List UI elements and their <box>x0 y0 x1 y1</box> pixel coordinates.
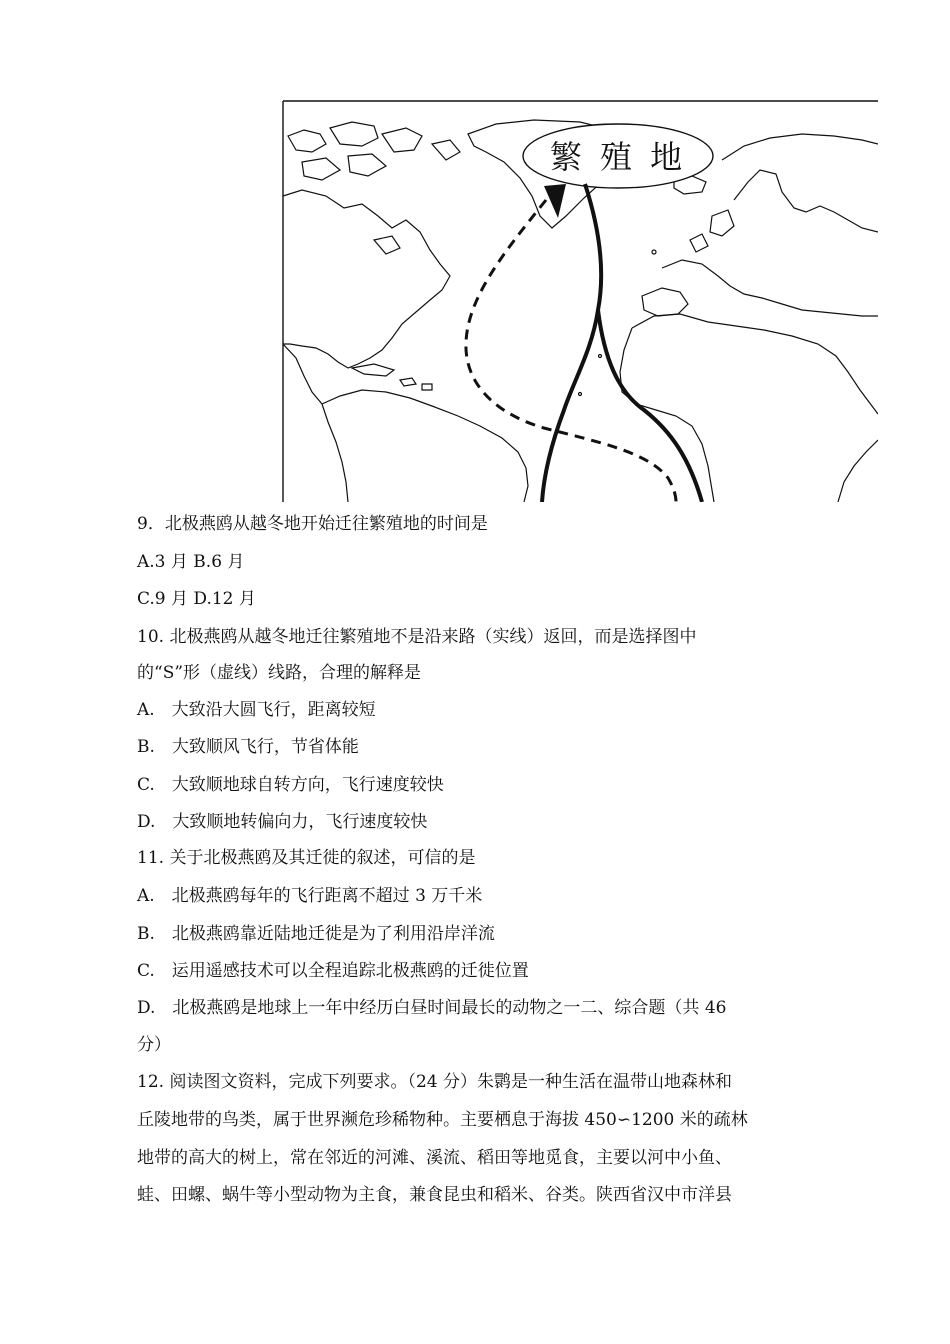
north-america-coastline <box>283 190 450 368</box>
question-10-option-d: D. 大致顺地转偏向力，飞行速度较快 <box>137 812 428 832</box>
question-12-stem: 12. 阅读图文资料，完成下列要求。（24 分）朱鹮是一种生活在温带山地森林和 <box>137 1072 732 1092</box>
question-10-option-c: C. 大致顺地球自转方向，飞行速度较快 <box>137 775 444 795</box>
question-10-option-a: A. 大致沿大圆飞行，距离较短 <box>137 700 376 720</box>
solid-route-line-branch <box>598 310 702 502</box>
question-11-option-a: A. 北极燕鸥每年的飞行距离不超过 3 万千米 <box>137 886 483 906</box>
caribbean-coastline <box>352 364 394 376</box>
question-9-options-ab: A.3 月 B.6 月 <box>137 552 245 572</box>
question-12-text-line-2: 丘陵地带的鸟类，属于世界濒危珍稀物种。主要栖息于海拔 450∽1200 米的疏林 <box>137 1110 748 1130</box>
question-9-stem: 9．北极燕鸥从越冬地开始迁往繁殖地的时间是 <box>137 514 488 534</box>
question-11-option-d: D. 北极燕鸥是地球上一年中经历白昼时间最长的动物之一二、综合题（共 46 <box>137 998 727 1018</box>
question-10-stem: 10. 北极燕鸥从越冬地迁往繁殖地不是沿来路（实线）返回，而是选择图中 <box>137 627 697 647</box>
breeding-ground-label: 繁 殖 地 <box>549 138 687 176</box>
migration-map <box>282 100 878 502</box>
arctic-islands-coastline <box>288 130 326 152</box>
dashed-route-line <box>466 200 676 502</box>
question-10-stem-cont: 的“S”形（虚线）线路，合理的解释是 <box>137 663 422 683</box>
solid-route-line <box>542 184 601 502</box>
question-12-text-line-3: 地带的高大的树上，常在邻近的河滩、溪流、稻田等地觅食，主要以河中小鱼、 <box>137 1148 732 1168</box>
question-11-stem: 11. 关于北极燕鸥及其迁徙的叙述，可信的是 <box>137 848 476 868</box>
question-10-option-b: B. 大致顺风飞行，节省体能 <box>137 737 359 757</box>
europe-coastline <box>722 134 878 160</box>
arrowhead-icon <box>544 184 566 218</box>
question-12-text-line-4: 蛙、田螺、蜗牛等小型动物为主食，兼食昆虫和稻米、谷类。陕西省汉中市洋县 <box>137 1185 732 1205</box>
question-9-options-cd: C.9 月 D.12 月 <box>137 589 256 609</box>
question-11-option-c: C. 运用遥感技术可以全程追踪北极燕鸥的迁徙位置 <box>137 961 529 981</box>
question-11-option-b: B. 北极燕鸥靠近陆地迁徙是为了利用沿岸洋流 <box>137 924 495 944</box>
question-11-option-d-cont: 分） <box>137 1035 171 1055</box>
africa-coastline <box>632 314 878 414</box>
